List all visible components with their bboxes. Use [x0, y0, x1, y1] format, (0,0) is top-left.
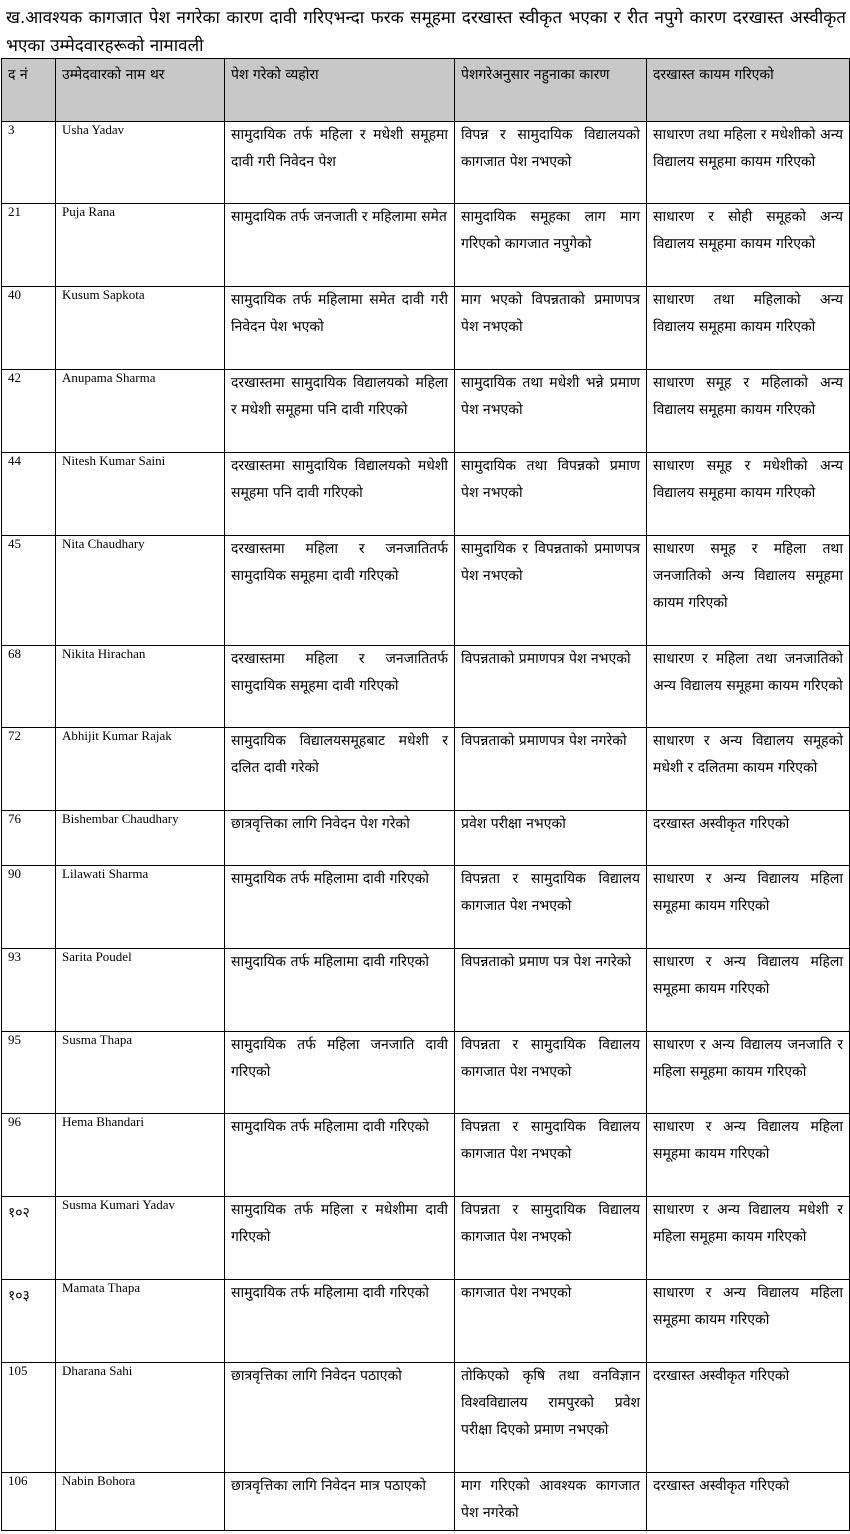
- candidate-name: Lilawati Sharma: [56, 866, 225, 949]
- header-number: द नं: [2, 59, 56, 122]
- application-status: साधारण र अन्य विद्यालय जनजाति र महिला समूहमा कायम गरिएको: [647, 1032, 850, 1114]
- rejection-reason: सामुदायिक समूहका लाग माग गरिएको कागजात नपुगेको: [455, 204, 647, 287]
- table-row: [2, 1032, 850, 1114]
- candidate-name: Nitesh Kumar Saini: [56, 453, 225, 536]
- table-row: [2, 1280, 850, 1363]
- table-row: [2, 536, 850, 646]
- rejection-reason: प्रवेश परीक्षा नभएको: [455, 811, 647, 866]
- submitted-statement: सामुदायिक तर्फ महिला र मधेशीमा दावी गरिएको: [225, 1197, 455, 1280]
- rejection-reason: सामुदायिक तथा विपन्नको प्रमाण पेश नभएको: [455, 453, 647, 536]
- application-status: दरखास्त अस्वीकृत गरिएको: [647, 811, 850, 866]
- candidate-table: [1, 58, 850, 1531]
- application-status: साधारण समूह र मधेशीको अन्य विद्यालय समूहमा कायम गरिएको: [647, 453, 850, 536]
- rejection-reason: माग भएको विपन्नताको प्रमाणपत्र पेश नभएको: [455, 287, 647, 370]
- candidate-number: 106: [2, 1473, 56, 1531]
- rejection-reason: माग गरिएको आवश्यक कागजात पेश नगरेको: [455, 1473, 647, 1531]
- application-status: दरखास्त अस्वीकृत गरिएको: [647, 1473, 850, 1531]
- application-status: साधारण र अन्य विद्यालय महिला समूहमा कायम गरिएको: [647, 866, 850, 949]
- candidate-number: 72: [2, 728, 56, 811]
- submitted-statement: छात्रवृत्तिका लागि निवेदन पेश गरेको: [225, 811, 455, 866]
- candidate-name: Nabin Bohora: [56, 1473, 225, 1531]
- submitted-statement: सामुदायिक तर्फ महिला जनजाति दावी गरिएको: [225, 1032, 455, 1114]
- table-row: [2, 122, 850, 204]
- submitted-statement: दरखास्तमा महिला र जनजातितर्फ सामुदायिक समूहमा दावी गरिएको: [225, 536, 455, 646]
- candidate-number: 40: [2, 287, 56, 370]
- submitted-statement: दरखास्तमा सामुदायिक विद्यालयको मधेशी समूहमा पनि दावी गरिएको: [225, 453, 455, 536]
- candidate-number: 96: [2, 1114, 56, 1197]
- rejection-reason: विपन्नताको प्रमाणपत्र पेश नगरेको: [455, 728, 647, 811]
- candidate-name: Hema Bhandari: [56, 1114, 225, 1197]
- candidate-name: Sarita Poudel: [56, 949, 225, 1032]
- submitted-statement: सामुदायिक तर्फ महिलामा दावी गरिएको: [225, 1114, 455, 1197]
- submitted-statement: छात्रवृत्तिका लागि निवेदन पठाएको: [225, 1363, 455, 1473]
- table-row: [2, 1473, 850, 1531]
- table-row: [2, 866, 850, 949]
- candidate-number: 93: [2, 949, 56, 1032]
- rejection-reason: विपन्नताको प्रमाण पत्र पेश नगरेको: [455, 949, 647, 1032]
- rejection-reason: विपन्नता र सामुदायिक विद्यालय कागजात पेश नभएको: [455, 1114, 647, 1197]
- candidate-number: 68: [2, 646, 56, 728]
- rejection-reason: विपन्नताको प्रमाणपत्र पेश नभएको: [455, 646, 647, 728]
- submitted-statement: दरखास्तमा सामुदायिक विद्यालयको महिला र मधेशी समूहमा पनि दावी गरिएको: [225, 370, 455, 453]
- rejection-reason: सामुदायिक र विपन्नताको प्रमाणपत्र पेश नभएको: [455, 536, 647, 646]
- submitted-statement: सामुदायिक तर्फ महिलामा दावी गरिएको: [225, 866, 455, 949]
- candidate-name: Nita Chaudhary: [56, 536, 225, 646]
- application-status: साधारण तथा महिला र मधेशीको अन्य विद्यालय समूहमा कायम गरिएको: [647, 122, 850, 204]
- table-row: [2, 728, 850, 811]
- application-status: साधारण र अन्य विद्यालय समूहको मधेशी र दलितमा कायम गरिएको: [647, 728, 850, 811]
- candidate-name: Nikita Hirachan: [56, 646, 225, 728]
- application-status: साधारण र सोही समूहको अन्य विद्यालय समूहमा कायम गरिएको: [647, 204, 850, 287]
- submitted-statement: छात्रवृत्तिका लागि निवेदन मात्र पठाएको: [225, 1473, 455, 1531]
- rejection-reason: तोकिएको कृषि तथा वनविज्ञान विश्वविद्यालय रामपुरको प्रवेश परीक्षा दिएको प्रमाण नभएको: [455, 1363, 647, 1473]
- candidate-number: 44: [2, 453, 56, 536]
- candidate-name: Susma Thapa: [56, 1032, 225, 1114]
- rejection-reason: विपन्नता र सामुदायिक विद्यालय कागजात पेश नभएको: [455, 866, 647, 949]
- rejection-reason: कागजात पेश नभएको: [455, 1280, 647, 1363]
- candidate-name: Mamata Thapa: [56, 1280, 225, 1363]
- candidate-name: Abhijit Kumar Rajak: [56, 728, 225, 811]
- application-status: साधारण र अन्य विद्यालय महिला समूहमा कायम गरिएको: [647, 949, 850, 1032]
- table-row: [2, 1114, 850, 1197]
- candidate-name: Anupama Sharma: [56, 370, 225, 453]
- document-heading: ख.आवश्यक कागजात पेश नगरेका कारण दावी गरिएभन्दा फरक समूहमा दरखास्त स्वीकृत भएका र रीत नपुगे कारण दरखास्त अस्वीकृत भएका उम्मेदवारहरूको नामावली: [6, 8, 846, 56]
- table-header-row: [2, 59, 850, 122]
- candidate-number: 105: [2, 1363, 56, 1473]
- candidate-number: 95: [2, 1032, 56, 1114]
- table-row: [2, 1197, 850, 1280]
- submitted-statement: सामुदायिक तर्फ महिलामा दावी गरिएको: [225, 1280, 455, 1363]
- table-row: [2, 811, 850, 866]
- candidate-number: १०३: [2, 1280, 56, 1363]
- application-status: साधारण समूह र महिलाको अन्य विद्यालय समूहमा कायम गरिएको: [647, 370, 850, 453]
- candidate-name: Usha Yadav: [56, 122, 225, 204]
- submitted-statement: सामुदायिक तर्फ जनजाती र महिलामा समेत: [225, 204, 455, 287]
- rejection-reason: विपन्नता र सामुदायिक विद्यालय कागजात पेश नभएको: [455, 1197, 647, 1280]
- table-row: [2, 646, 850, 728]
- table-row: [2, 370, 850, 453]
- submitted-statement: सामुदायिक तर्फ महिलामा दावी गरिएको: [225, 949, 455, 1032]
- candidate-number: 90: [2, 866, 56, 949]
- application-status: साधारण र अन्य विद्यालय महिला समूहमा कायम गरिएको: [647, 1280, 850, 1363]
- application-status: साधारण समूह र महिला तथा जनजातिको अन्य विद्यालय समूहमा कायम गरिएको: [647, 536, 850, 646]
- application-status: दरखास्त अस्वीकृत गरिएको: [647, 1363, 850, 1473]
- header-rejection-reason: पेशगरेअनुसार नहुनाका कारण: [455, 59, 647, 122]
- application-status: साधारण र महिला तथा जनजातिको अन्य विद्यालय समूहमा कायम गरिएको: [647, 646, 850, 728]
- candidate-name: Dharana Sahi: [56, 1363, 225, 1473]
- submitted-statement: दरखास्तमा महिला र जनजातितर्फ सामुदायिक समूहमा दावी गरिएको: [225, 646, 455, 728]
- candidate-name: Susma Kumari Yadav: [56, 1197, 225, 1280]
- candidate-number: 3: [2, 122, 56, 204]
- table-row: [2, 949, 850, 1032]
- submitted-statement: सामुदायिक विद्यालयसमूहबाट मधेशी र दलित दावी गरेको: [225, 728, 455, 811]
- candidate-name: Puja Rana: [56, 204, 225, 287]
- candidate-number: 21: [2, 204, 56, 287]
- rejection-reason: सामुदायिक तथा मधेशी भन्ने प्रमाण पेश नभएको: [455, 370, 647, 453]
- candidate-name: Bishembar Chaudhary: [56, 811, 225, 866]
- table-row: [2, 453, 850, 536]
- rejection-reason: विपन्नता र सामुदायिक विद्यालय कागजात पेश नभएको: [455, 1032, 647, 1114]
- application-status: साधारण र अन्य विद्यालय मधेशी र महिला समूहमा कायम गरिएको: [647, 1197, 850, 1280]
- candidate-number: 42: [2, 370, 56, 453]
- candidate-number: 45: [2, 536, 56, 646]
- header-submitted-statement: पेश गरेको व्यहोरा: [225, 59, 455, 122]
- submitted-statement: सामुदायिक तर्फ महिला र मधेशी समूहमा दावी गरी निवेदन पेश: [225, 122, 455, 204]
- table-row: [2, 1363, 850, 1473]
- table-row: [2, 287, 850, 370]
- header-candidate-name: उम्मेदवारको नाम थर: [56, 59, 225, 122]
- candidate-name: Kusum Sapkota: [56, 287, 225, 370]
- header-application-status: दरखास्त कायम गरिएको: [647, 59, 850, 122]
- candidate-number: १०२: [2, 1197, 56, 1280]
- application-status: साधारण र अन्य विद्यालय महिला समूहमा कायम गरिएको: [647, 1114, 850, 1197]
- candidate-number: 76: [2, 811, 56, 866]
- rejection-reason: विपन्न र सामुदायिक विद्यालयको कागजात पेश नभएको: [455, 122, 647, 204]
- table-row: [2, 204, 850, 287]
- submitted-statement: सामुदायिक तर्फ महिलामा समेत दावी गरी निवेदन पेश भएको: [225, 287, 455, 370]
- application-status: साधारण तथा महिलाको अन्य विद्यालय समूहमा कायम गरिएको: [647, 287, 850, 370]
